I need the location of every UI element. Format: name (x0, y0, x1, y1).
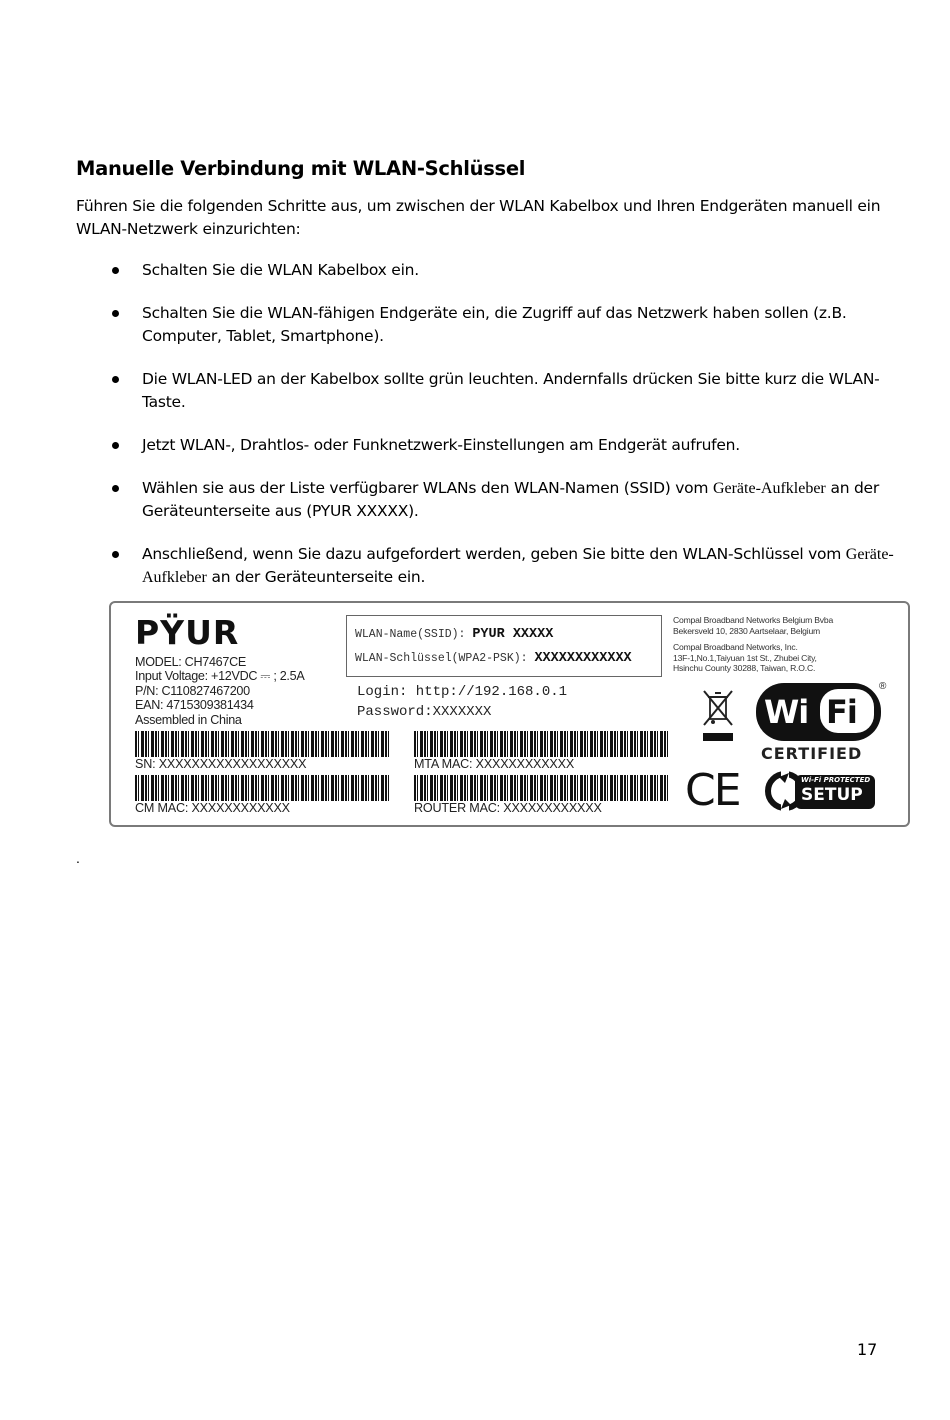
bullet-icon (112, 485, 119, 492)
page-number: 17 (857, 1340, 878, 1359)
sn-barcode (135, 731, 389, 757)
trailing-dot: . (76, 850, 80, 866)
weee-bin-icon (701, 689, 735, 749)
router-mac-text: ROUTER MAC: XXXXXXXXXXXX (414, 801, 602, 815)
bullet-icon (112, 310, 119, 317)
intro-paragraph: Führen Sie die folgenden Schritte aus, um zwischen der WLAN Kabelbox und Ihren Endgeräten manuell ein WLAN-Netzwerk einzurichten: (76, 197, 881, 238)
sn-text: SN: XXXXXXXXXXXXXXXXXX (135, 757, 307, 771)
list-item: Wählen sie aus der Liste verfügbarer WLANs den WLAN-Namen (SSID) vom Geräte-Aufkleber an der Geräteunterseite aus (PYUR XXXXX). (106, 477, 896, 523)
list-item: Jetzt WLAN-, Drahtlos- oder Funknetzwerk-Einstellungen am Endgerät aufrufen. (106, 434, 896, 457)
assembled-text: Assembled in China (135, 712, 242, 727)
bullet-icon (112, 442, 119, 449)
router-mac-barcode (414, 775, 668, 801)
ce-mark: CE (685, 765, 740, 816)
cm-mac-barcode (135, 775, 389, 801)
device-label-image (109, 601, 910, 827)
ssid-line: WLAN-Name(SSID): PYUR XXXXX (355, 627, 554, 642)
pyur-logo: PŸUR (135, 613, 240, 652)
device-info (135, 655, 304, 727)
list-item: Schalten Sie die WLAN-fähigen Endgeräte ein, die Zugriff auf das Netzwerk haben sollen (z.B. Computer, Tablet, Smartphone). (106, 302, 896, 348)
password-text: Password:XXXXXXX (357, 704, 492, 720)
mta-mac-barcode (414, 731, 668, 757)
manufacturer-eu: Compal Broadband Networks Belgium Bvba Bekersveld 10, 2830 Aartselaar, Belgium (673, 615, 834, 636)
model-text: MODEL: CH7467CE (135, 655, 246, 669)
wifi-certified-logo: Wi Fi ® (756, 683, 886, 743)
list-item: Schalten Sie die WLAN Kabelbox ein. (106, 259, 896, 282)
login-url: Login: http://192.168.0.1 (357, 684, 568, 700)
bullet-icon (112, 267, 119, 274)
section-heading: Manuelle Verbindung mit WLAN-Schlüssel (76, 157, 526, 180)
mta-mac-text: MTA MAC: XXXXXXXXXXXX (414, 757, 575, 771)
certified-text: CERTIFIED (761, 744, 863, 763)
wlan-credentials-box (346, 615, 662, 677)
psk-line: WLAN-Schlüssel(WPA2-PSK): XXXXXXXXXXXX (355, 651, 632, 666)
manufacturer-tw: Compal Broadband Networks, Inc. 13F-1,No.1,Taiyuan 1st St., Zhubei City, Hsinchu County 30288, Taiwan, R.O.C. (673, 642, 817, 673)
bullet-icon (112, 551, 119, 558)
instruction-list (106, 259, 896, 609)
list-item: Anschließend, wenn Sie dazu aufgefordert werden, geben Sie bitte den WLAN-Schlüssel vom Geräte-Aufkleber an der Geräteunterseite ein. (106, 543, 896, 589)
list-item: Die WLAN-LED an der Kabelbox sollte grün leuchten. Andernfalls drücken Sie bitte kurz die WLAN-Taste. (106, 368, 896, 414)
bullet-icon (112, 376, 119, 383)
ean-text: EAN: 4715309381434 (135, 698, 254, 713)
cm-mac-text: CM MAC: XXXXXXXXXXXX (135, 801, 290, 815)
wps-setup-logo: Wi-Fi PROTECTED SETUP (765, 771, 877, 811)
pn-text: P/N: C110827467200 (135, 683, 250, 698)
voltage-text: Input Voltage: +12VDC ⎓ ; 2.5A (135, 669, 305, 684)
